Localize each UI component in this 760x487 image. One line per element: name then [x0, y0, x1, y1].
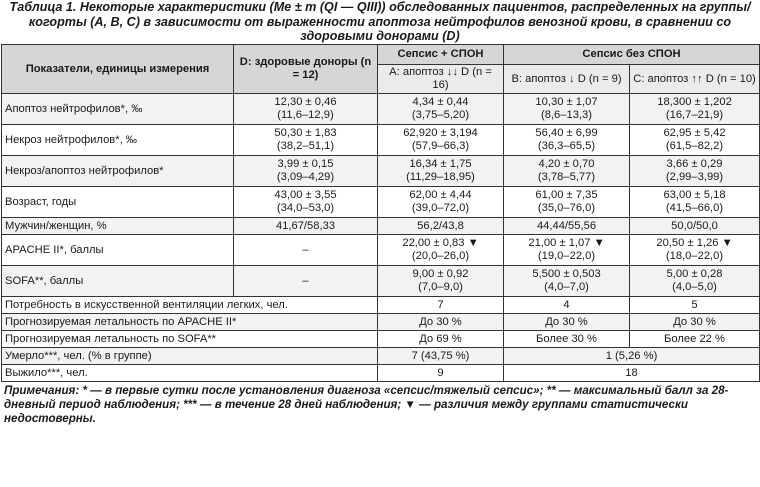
table-cell: 18 — [504, 365, 760, 382]
cell-value — [237, 244, 374, 257]
cell-range: (3,75–5,20) — [411, 109, 470, 121]
cell-main: 9,00 ± 0,92 — [412, 268, 469, 280]
table-row — [2, 94, 760, 125]
cell-main: 4,34 ± 0,44 — [412, 96, 469, 108]
table-cell — [630, 218, 760, 235]
table-cell — [630, 187, 760, 218]
table-cell — [234, 94, 378, 125]
cell-range: (11,6–12,9) — [277, 109, 334, 121]
cell-value — [633, 158, 756, 184]
cell-main: 20,50 ± 1,26 ▼ — [656, 237, 733, 249]
table-cell: 4 — [504, 297, 630, 314]
cell-range: (34,0–53,0) — [276, 202, 335, 214]
table-cell — [234, 266, 378, 297]
cell-main: 16,34 ± 1,75 — [409, 158, 472, 170]
table-cell — [378, 125, 504, 156]
cell-main: 43,00 ± 3,55 — [274, 189, 337, 201]
table-cell — [504, 125, 630, 156]
cell-value — [237, 158, 374, 184]
table-row — [2, 348, 760, 365]
cell-main: 50,0/50,0 — [671, 219, 718, 232]
cell-value — [237, 96, 374, 122]
header-donors: D: здоровые доноры (n = 12) — [234, 45, 378, 94]
cell-range: (39,0–72,0) — [411, 202, 470, 214]
cell-range: (4,0–7,0) — [544, 281, 589, 293]
cell-range: (8,6–13,3) — [541, 109, 592, 121]
table-caption: Таблица 1. Некоторые характеристики (Me ± m (QI — QIII)) обследованных пациентов, распределенных на группы/когорты (A, B, C) в зависимости от выраженности апоптоза нейтрофилов венозной крови, в сравнении со здоровыми донорами (D) — [9, 0, 751, 43]
cell-main: 3,99 ± 0,15 — [277, 158, 334, 170]
table-row — [2, 297, 760, 314]
table-cell: До 30 % — [630, 314, 760, 331]
table-cell — [630, 125, 760, 156]
table-cell: 1 (5,26 %) — [504, 348, 760, 365]
cell-main: 62,95 ± 5,42 — [663, 127, 726, 139]
cell-value — [633, 237, 756, 263]
cell-value — [633, 96, 756, 122]
header-group-b: B: апоптоз ↓ D (n = 9) — [504, 65, 630, 94]
header-sepsis-no-spon: Сепсис без СПОН — [504, 45, 760, 65]
cell-range: (16,7–21,9) — [665, 109, 724, 121]
cell-main: 22,00 ± 0,83 ▼ — [402, 237, 479, 249]
cell-value — [237, 189, 374, 215]
cell-main: 56,40 ± 6,99 — [535, 127, 598, 139]
cell-value — [507, 237, 626, 263]
cell-range: (3,78–5,77) — [537, 171, 596, 183]
header-indicator: Показатели, единицы измерения — [2, 45, 234, 94]
table-row — [2, 365, 760, 382]
row-label: Некроз нейтрофилов*, ‰ — [2, 125, 234, 156]
cell-main: 44,44/55,56 — [536, 219, 597, 232]
cell-main: 5,00 ± 0,28 — [666, 268, 723, 280]
cell-main: 12,30 ± 0,46 — [274, 96, 337, 108]
table-cell: Более 22 % — [630, 331, 760, 348]
table-cell: 9 — [378, 365, 504, 382]
cell-value — [633, 268, 756, 294]
table-row — [2, 156, 760, 187]
cell-value — [507, 158, 626, 184]
cell-main: 41,67/58,33 — [275, 219, 336, 232]
table-cell: До 69 % — [378, 331, 504, 348]
table-cell: До 30 % — [378, 314, 504, 331]
header-group-a: A: апоптоз ↓↓ D (n = 16) — [378, 65, 504, 94]
table-cell — [378, 187, 504, 218]
table-cell — [504, 235, 630, 266]
table-cell — [378, 235, 504, 266]
cell-range: (11,29–18,95) — [406, 171, 475, 183]
row-label: Возраст, годы — [2, 187, 234, 218]
cell-value — [507, 189, 626, 215]
cell-range: (35,0–76,0) — [537, 202, 596, 214]
cell-main: 50,30 ± 1,83 — [274, 127, 337, 139]
cell-value — [507, 268, 626, 294]
cell-main: 10,30 ± 1,07 — [535, 96, 598, 108]
cell-range: (4,0–5,0) — [672, 281, 717, 293]
table-row — [2, 125, 760, 156]
table-cell — [504, 218, 630, 235]
table-row — [2, 218, 760, 235]
table-row — [2, 187, 760, 218]
table-row — [2, 266, 760, 297]
cell-main: 18,300 ± 1,202 — [657, 96, 732, 108]
table-cell — [504, 94, 630, 125]
row-label: Некроз/апоптоз нейтрофилов* — [2, 156, 234, 187]
cell-main: 62,920 ± 3,194 — [403, 127, 478, 139]
cell-main: 56,2/43,8 — [417, 219, 464, 232]
table-cell — [630, 266, 760, 297]
cell-range: (18,0–22,0) — [665, 250, 724, 262]
table-cell — [504, 156, 630, 187]
cell-value — [507, 127, 626, 153]
table-cell: 5 — [630, 297, 760, 314]
table-cell — [234, 218, 378, 235]
header-sepsis-spon: Сепсис + СПОН — [378, 45, 504, 65]
cell-value — [633, 189, 756, 215]
row-label: Мужчин/женщин, % — [2, 218, 234, 235]
cell-value — [381, 189, 500, 215]
table-cell: 7 — [378, 297, 504, 314]
table-row — [2, 314, 760, 331]
table-cell: До 30 % — [504, 314, 630, 331]
cell-main: 5,500 ± 0,503 — [532, 268, 601, 280]
table-cell — [504, 266, 630, 297]
table-cell — [630, 235, 760, 266]
cell-value — [237, 127, 374, 153]
row-label: Умерло***, чел. (% в группе) — [2, 348, 378, 365]
table-cell — [504, 187, 630, 218]
row-label: Прогнозируемая летальность по APACHE II* — [2, 314, 378, 331]
cell-value — [381, 96, 500, 122]
cell-value — [381, 158, 500, 184]
cell-range: (41,5–66,0) — [665, 202, 724, 214]
table-cell — [234, 156, 378, 187]
table-note: Примечания: * — в первые сутки после установления диагноза «сепсис/тяжелый сепсис»; ** — максимальный балл за 28-дневный период наблюдения; *** — в течение 28 дней наблюдения; ▼ — различия между группами статистически недостоверны. — [4, 384, 729, 425]
table-cell — [234, 125, 378, 156]
cell-value — [381, 220, 500, 233]
row-label: Прогнозируемая летальность по SOFA** — [2, 331, 378, 348]
table-row — [2, 331, 760, 348]
cell-range: (57,9–66,3) — [411, 140, 470, 152]
cell-range: (7,0–9,0) — [418, 281, 463, 293]
cell-range: (36,3–65,5) — [537, 140, 596, 152]
row-label: Потребность в искусственной вентиляции легких, чел. — [2, 297, 378, 314]
cell-range: (3,09–4,29) — [276, 171, 335, 183]
cell-main: 63,00 ± 5,18 — [663, 189, 726, 201]
row-label: SOFA**, баллы — [2, 266, 234, 297]
cell-main: 4,20 ± 0,70 — [538, 158, 595, 170]
cell-value — [381, 237, 500, 263]
cell-value — [633, 220, 756, 233]
cell-range: (61,5–82,2) — [665, 140, 724, 152]
cell-value — [507, 96, 626, 122]
cell-range: (20,0–26,0) — [411, 250, 470, 262]
cell-value — [507, 220, 626, 233]
cell-value — [237, 275, 374, 288]
cell-range: (38,2–51,1) — [276, 140, 335, 152]
cell-value — [237, 220, 374, 233]
cell-range: (19,0–22,0) — [537, 250, 596, 262]
row-label: APACHE II*, баллы — [2, 235, 234, 266]
table-cell — [234, 187, 378, 218]
header-group-c: C: апоптоз ↑↑ D (n = 10) — [630, 65, 760, 94]
table-cell — [378, 156, 504, 187]
table-cell — [378, 218, 504, 235]
cell-value — [381, 268, 500, 294]
cell-main: 61,00 ± 7,35 — [535, 189, 598, 201]
row-label: Выжило***, чел. — [2, 365, 378, 382]
row-label: Апоптоз нейтрофилов*, ‰ — [2, 94, 234, 125]
cell-main: – — [302, 243, 309, 256]
cell-range: (2,99–3,99) — [665, 171, 724, 183]
cell-value — [633, 127, 756, 153]
cell-main: 3,66 ± 0,29 — [666, 158, 723, 170]
table-cell — [630, 94, 760, 125]
table-cell — [378, 94, 504, 125]
table-cell — [378, 266, 504, 297]
table-row — [2, 235, 760, 266]
table-cell — [630, 156, 760, 187]
characteristics-table — [1, 44, 760, 382]
table-cell — [234, 235, 378, 266]
cell-main: 62,00 ± 4,44 — [409, 189, 472, 201]
table-cell: Более 30 % — [504, 331, 630, 348]
cell-value — [381, 127, 500, 153]
cell-main: 21,00 ± 1,07 ▼ — [528, 237, 605, 249]
table-cell: 7 (43,75 %) — [378, 348, 504, 365]
cell-main: – — [302, 274, 309, 287]
